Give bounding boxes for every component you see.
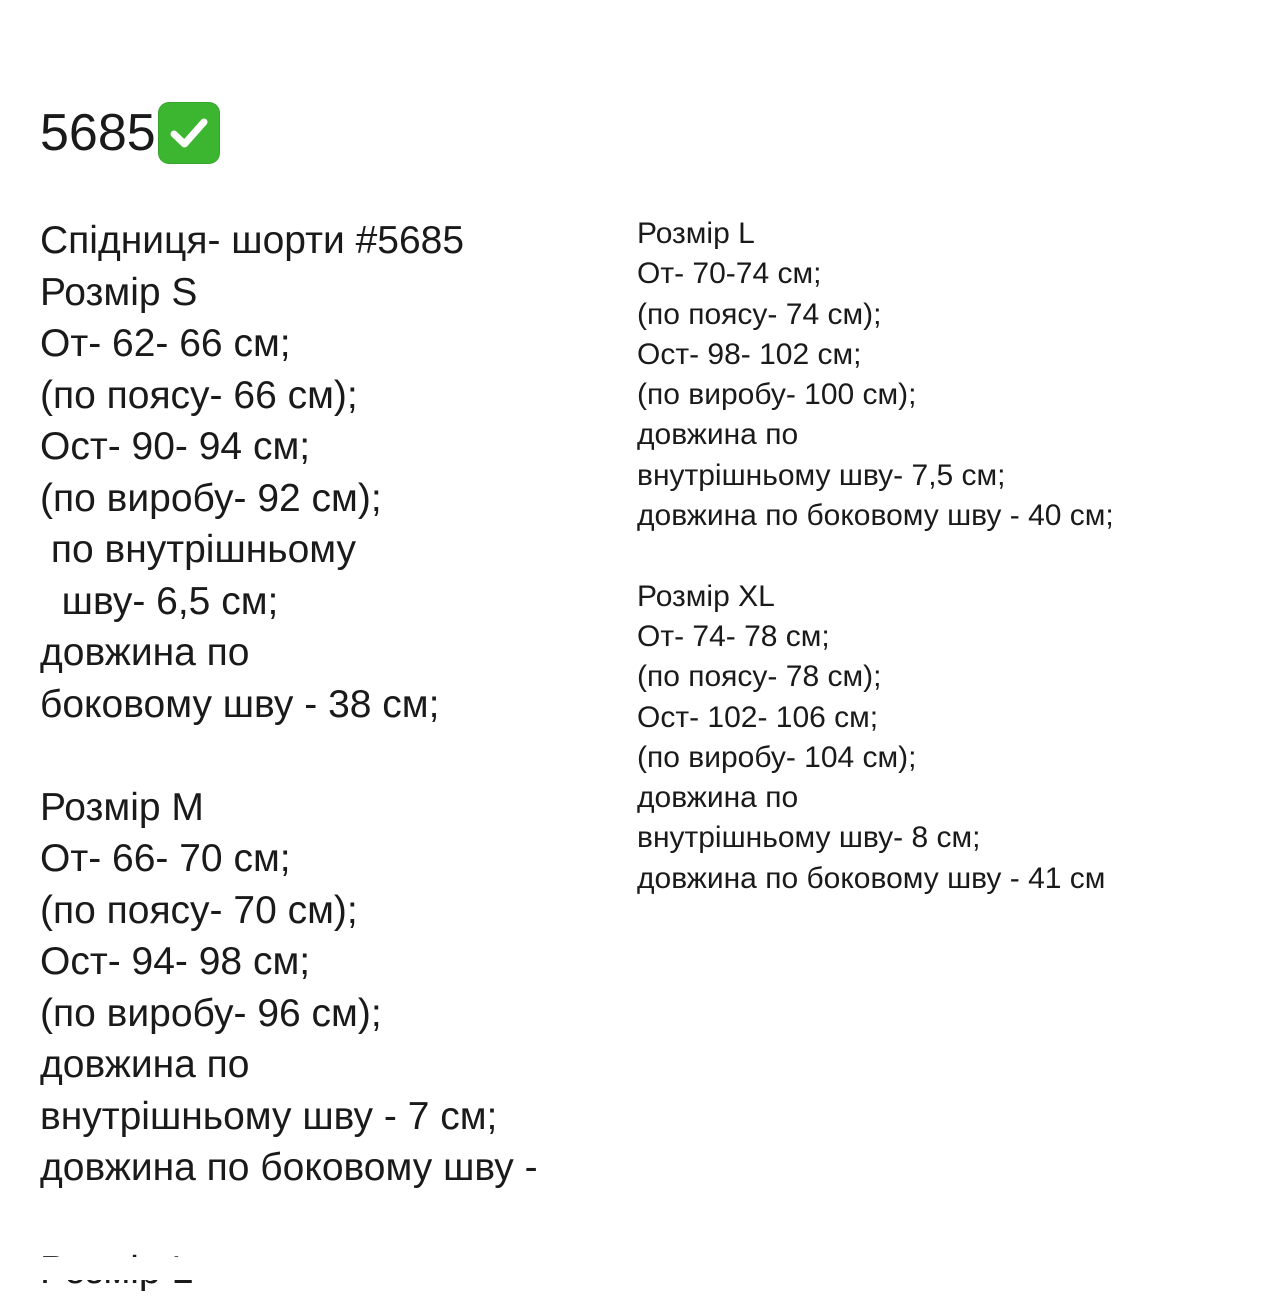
check-mark-icon — [158, 102, 220, 164]
size-m-hips: Ост- 94- 98 см; — [40, 940, 311, 983]
size-l-inseam-line-2: внутрішньому шву- 7,5 см; — [637, 458, 1006, 492]
size-m-waist: От- 66- 70 см; — [40, 837, 291, 880]
size-l-waist-garment: (по поясу- 74 см); — [637, 297, 882, 331]
spacer — [40, 1194, 600, 1246]
article-number: 5685 — [40, 104, 156, 162]
size-s-hips: Ост- 90- 94 см; — [40, 425, 311, 468]
right-column — [637, 214, 1257, 914]
size-s-side-line-2: боковому шву - 38 см; — [40, 682, 440, 726]
size-s-waist: От- 62- 66 см; — [40, 322, 291, 365]
size-m-inseam-line-2: внутрішньому шву - 7 см; — [40, 1094, 498, 1138]
size-s-inseam-line-1: по внутрішньому — [40, 528, 357, 571]
size-m-side: довжина по боковому шву - — [40, 1146, 538, 1189]
size-xl-inseam-line-2: внутрішньому шву- 8 см; — [637, 821, 981, 855]
size-s-waist-garment: (по поясу- 66 см); — [40, 373, 358, 417]
spacer — [40, 730, 600, 782]
spacer — [637, 536, 1257, 576]
check-mark-glyph — [165, 109, 213, 157]
size-xl-inseam-line-1: довжина по — [637, 781, 799, 815]
size-l-waist: От- 70-74 см; — [637, 257, 822, 291]
size-s-heading: Розмір S — [40, 270, 198, 314]
size-l-side: довжина по боковому шву - 40 см; — [637, 499, 1114, 533]
size-xl-hips: Ост- 102- 106 см; — [637, 700, 879, 734]
left-column — [40, 215, 600, 1260]
bottom-crop-edge — [0, 1257, 1280, 1280]
size-s-side-line-1: довжина по — [40, 631, 250, 674]
size-m-hips-garment: (по виробу- 96 см); — [40, 991, 382, 1035]
size-l-heading: Розмір L — [637, 217, 755, 250]
size-s-inseam-line-2: шву- 6,5 см; — [40, 579, 279, 623]
size-l-inseam-line-1: довжина по — [637, 418, 799, 452]
size-s-hips-garment: (по виробу- 92 см); — [40, 476, 382, 520]
size-m-waist-garment: (по поясу- 70 см); — [40, 888, 358, 932]
size-m-heading: Розмір M — [40, 785, 204, 829]
size-m-inseam-line-1: довжина по — [40, 1043, 250, 1086]
size-xl-heading: Розмір XL — [637, 579, 775, 613]
size-l-hips-garment: (по виробу- 100 см); — [637, 378, 917, 412]
size-xl-waist: От- 74- 78 см; — [637, 619, 830, 653]
size-xl-hips-garment: (по виробу- 104 см); — [637, 740, 917, 774]
size-xl-waist-garment: (по поясу- 78 см); — [637, 660, 882, 694]
size-xl-side: довжина по боковому шву - 41 см — [637, 861, 1106, 895]
size-l-hips: Ост- 98- 102 см; — [637, 337, 862, 371]
product-title: Спідниця- шорти #5685 — [40, 219, 465, 262]
title-row — [40, 98, 220, 168]
